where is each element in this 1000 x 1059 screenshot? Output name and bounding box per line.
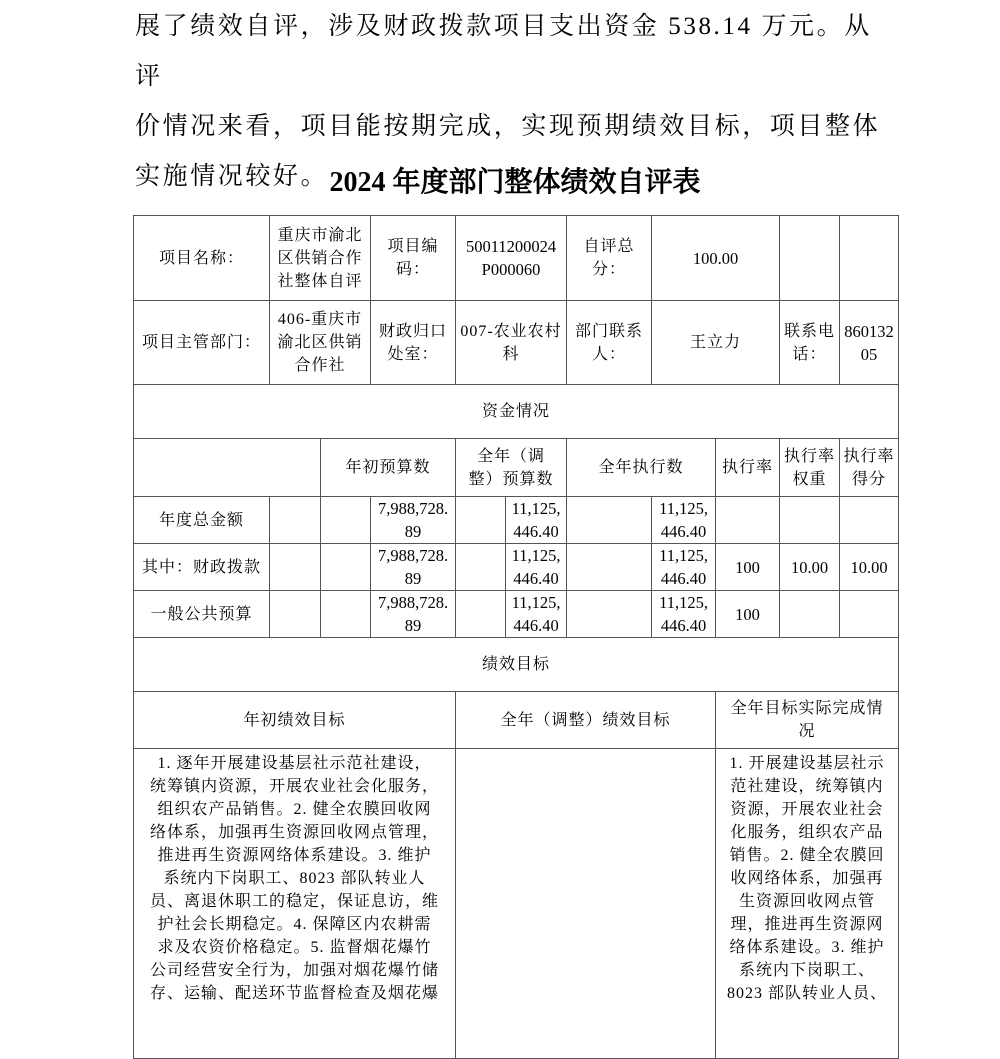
execution-rate: [716, 497, 780, 544]
goals-section-header: 绩效目标: [134, 638, 899, 692]
col-header: 全年目标实际完成情 况: [716, 692, 899, 749]
empty-cell: [567, 497, 652, 544]
adjusted-budget: 11,125, 446.40: [506, 497, 567, 544]
info-row-2: [134, 301, 899, 385]
col-header: 年初预算数: [321, 439, 456, 497]
rate-score: [840, 591, 899, 638]
empty-cell: [134, 439, 321, 497]
contact-label: 部门联系 人：: [567, 301, 652, 385]
col-header: 执行率 得分: [840, 439, 899, 497]
funds-row: [134, 497, 899, 544]
empty-cell: [321, 591, 371, 638]
empty-cell: [270, 591, 321, 638]
empty-cell: [456, 544, 506, 591]
empty-cell: [270, 544, 321, 591]
phone-value: 860132 05: [840, 301, 899, 385]
dept-value: 406-重庆市 渝北区供销 合作社: [270, 301, 371, 385]
score-value: 100.00: [652, 216, 780, 301]
project-name: 重庆市渝北 区供销合作 社整体自评: [270, 216, 371, 301]
contact-value: 王立力: [652, 301, 780, 385]
finance-office-label: 财政归口 处室：: [371, 301, 456, 385]
empty-cell: [456, 591, 506, 638]
performance-table: [133, 215, 899, 1059]
initial-budget: 7,988,728. 89: [371, 544, 456, 591]
dept-label: 项目主管部门：: [134, 301, 270, 385]
intro-paragraph: 展了绩效自评，涉及财政拨款项目支出资金 538.14 万元。从评 价情况来看，项目能按期完成，实现预期绩效目标，项目整体 实施情况较好。: [135, 13, 881, 190]
initial-goals: 1. 逐年开展建设基层社示范社建设， 统筹镇内资源，开展农业社会化服务， 组织农产品销售。2. 健全农膜回收网 络体系，加强再生资源回收网点管理， 推进再生资源网络体系建设。3. 维护 系统内下岗职工、8023 部队转业人 员、离退休职工的稳定，保证息访，维 护社会长期稳定。4. 保障区内农耕需 求及农资价格稳定。5. 监督烟花爆竹 公司经营安全行为，加强对烟花爆竹储 存、运输、配送环节监督检查及烟花爆: [134, 749, 456, 1059]
executed-amount: 11,125, 446.40: [652, 497, 716, 544]
empty-cell: [780, 216, 840, 301]
funds-header-row: [134, 439, 899, 497]
col-header: 执行率: [716, 439, 780, 497]
empty-cell: [321, 544, 371, 591]
adjusted-budget: 11,125, 446.40: [506, 591, 567, 638]
col-header: 年初绩效目标: [134, 692, 456, 749]
funds-section-header: 资金情况: [134, 385, 899, 439]
finance-office-value: 007-农业农村 科: [456, 301, 567, 385]
col-header: 全年（调 整）预算数: [456, 439, 567, 497]
col-header: 全年执行数: [567, 439, 716, 497]
actual-completion: 1. 开展建设基层社示 范社建设，统筹镇内 资源，开展农业社会 化服务，组织农产品 销售。2. 健全农膜回 收网络体系，加强再 生资源回收网点管 理，推进再生资源网 络体系建设。3. 维护 系统内下岗职工、 8023 部队转业人员、: [716, 749, 899, 1059]
row-label: 年度总金额: [134, 497, 270, 544]
empty-cell: [456, 497, 506, 544]
execution-rate: 100: [716, 544, 780, 591]
empty-cell: [270, 497, 321, 544]
rate-score: 10.00: [840, 544, 899, 591]
execution-rate: 100: [716, 591, 780, 638]
empty-cell: [840, 216, 899, 301]
initial-budget: 7,988,728. 89: [371, 497, 456, 544]
info-row-1: [134, 216, 899, 301]
goals-header-row: [134, 692, 899, 749]
project-name-label: 项目名称：: [134, 216, 270, 301]
executed-amount: 11,125, 446.40: [652, 544, 716, 591]
empty-cell: [321, 497, 371, 544]
adjusted-budget: 11,125, 446.40: [506, 544, 567, 591]
initial-budget: 7,988,728. 89: [371, 591, 456, 638]
project-code: 50011200024 P000060: [456, 216, 567, 301]
executed-amount: 11,125, 446.40: [652, 591, 716, 638]
rate-weight: [780, 591, 840, 638]
rate-weight: 10.00: [780, 544, 840, 591]
col-header: 全年（调整）绩效目标: [456, 692, 716, 749]
col-header: 执行率 权重: [780, 439, 840, 497]
score-label: 自评总 分：: [567, 216, 652, 301]
rate-score: [840, 497, 899, 544]
project-code-label: 项目编 码：: [371, 216, 456, 301]
adjusted-goals: [456, 749, 716, 1059]
empty-cell: [567, 544, 652, 591]
row-label: 一般公共预算: [134, 591, 270, 638]
funds-row: [134, 591, 899, 638]
funds-row: [134, 544, 899, 591]
row-label: 其中：财政拨款: [134, 544, 270, 591]
empty-cell: [567, 591, 652, 638]
rate-weight: [780, 497, 840, 544]
goals-content-row: [134, 749, 899, 1059]
phone-label: 联系电 话：: [780, 301, 840, 385]
page-title: 2024 年度部门整体绩效自评表: [329, 167, 701, 198]
